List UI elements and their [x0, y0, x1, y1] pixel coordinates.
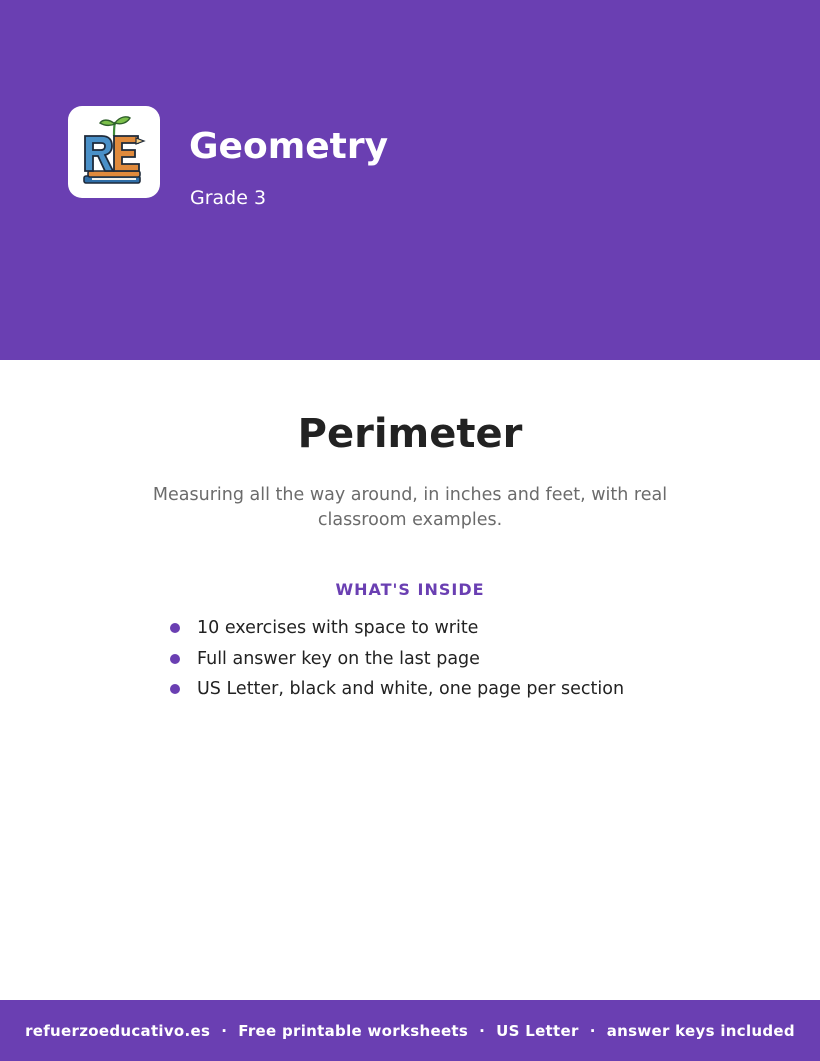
footer-separator: ·	[221, 1021, 228, 1040]
logo-tile	[68, 106, 160, 198]
bullet-icon	[170, 684, 180, 694]
subject-title: Geometry	[189, 126, 389, 167]
page-subtitle: Measuring all the way around, in inches and feet, with real classroom examples.	[152, 485, 668, 530]
footer-site-link[interactable]: refuerzoeducativo.es	[25, 1021, 211, 1040]
list-item	[168, 646, 624, 677]
bullet-icon	[170, 623, 180, 633]
feature-text: 10 exercises with space to write	[197, 618, 479, 638]
feature-text: US Letter, black and white, one page per section	[197, 679, 625, 699]
grade-label: Grade 3	[190, 187, 267, 209]
page-title: Perimeter	[297, 411, 523, 457]
footer-answer-keys-text: answer keys included	[606, 1021, 795, 1040]
footer-worksheets-text: Free printable worksheets	[238, 1021, 469, 1040]
feature-text: Full answer key on the last page	[197, 648, 480, 669]
header-banner	[0, 0, 820, 360]
list-item	[168, 615, 624, 646]
footer-separator: ·	[589, 1021, 596, 1040]
refuerzo-educativo-logo-icon	[78, 114, 150, 190]
bullet-icon	[170, 654, 180, 664]
footer-format-text: US Letter	[496, 1021, 579, 1040]
footer-bar	[0, 1000, 820, 1061]
features-list	[168, 615, 624, 707]
list-item	[168, 676, 624, 707]
footer-separator: ·	[479, 1021, 486, 1040]
whats-inside-heading: WHAT'S INSIDE	[335, 580, 485, 599]
